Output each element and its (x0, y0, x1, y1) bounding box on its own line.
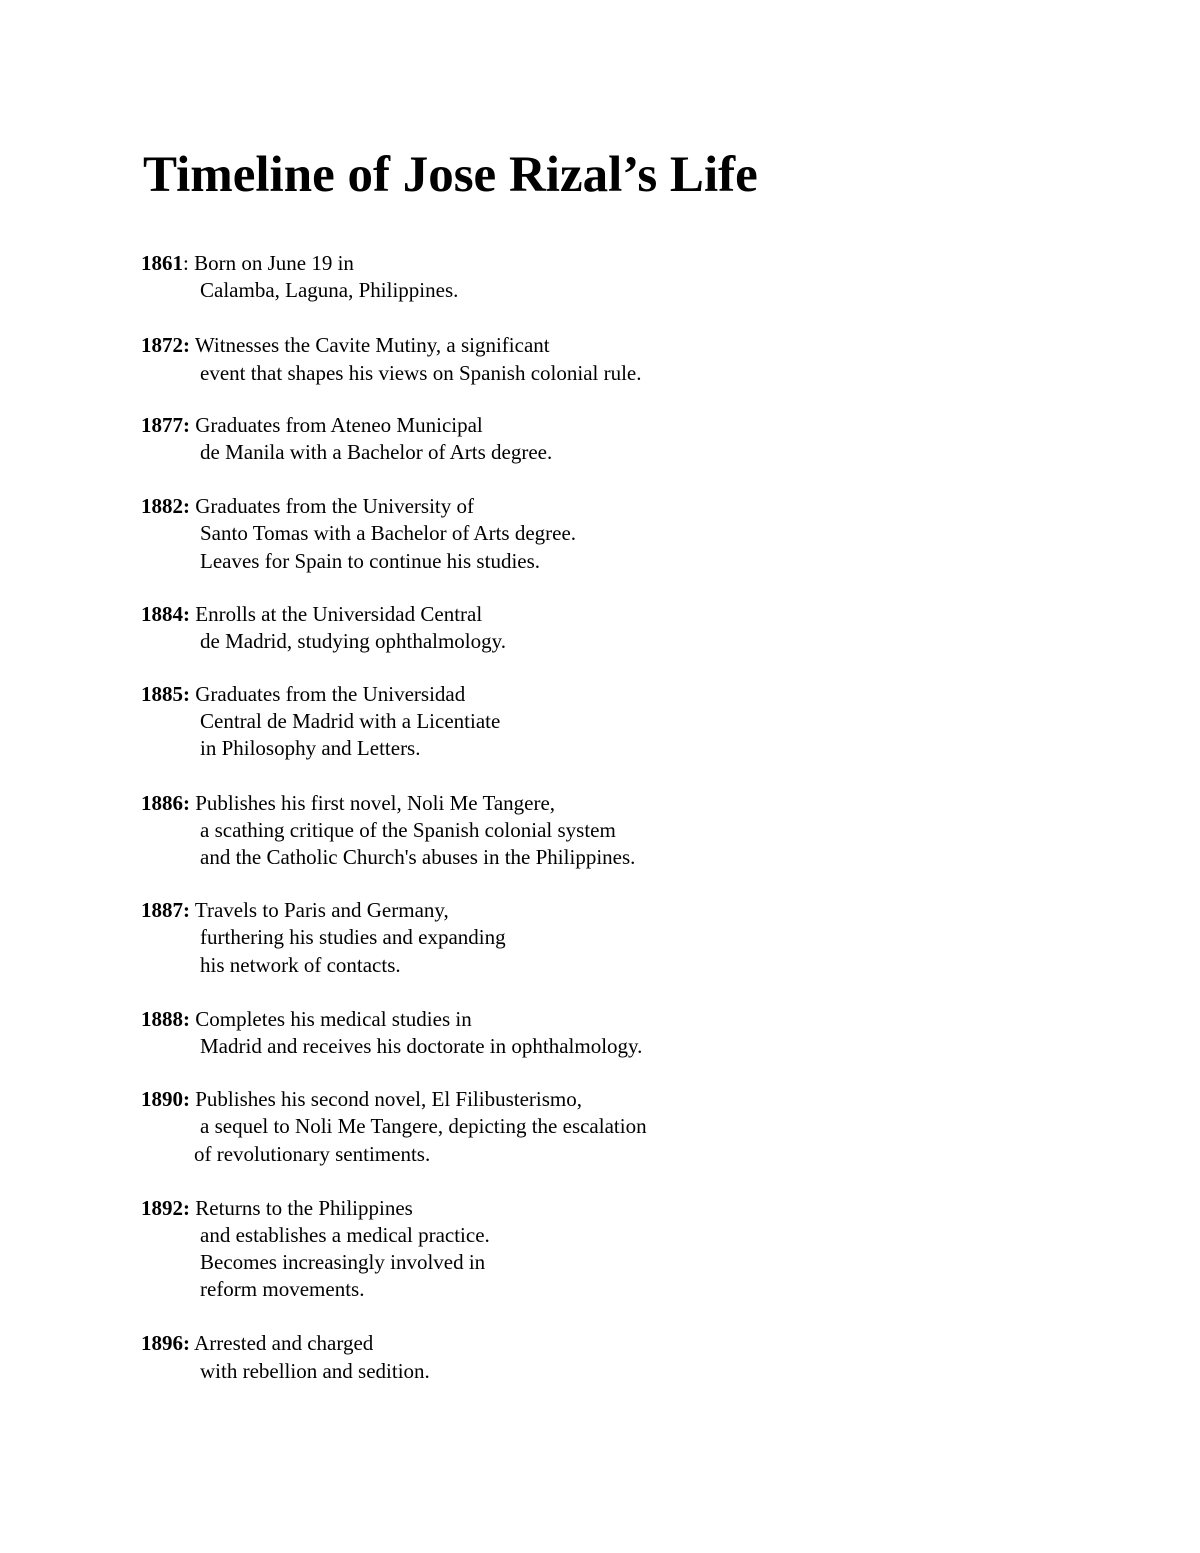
entry-first-line (141, 412, 1041, 439)
entry-text: Madrid and receives his doctorate in ophthalmology. (200, 1033, 643, 1058)
entry-text: a sequel to Noli Me Tangere, depicting the escalation (200, 1114, 647, 1139)
entry-year: 1882: (141, 494, 190, 519)
timeline-entry (141, 1195, 1041, 1304)
entry-text: Enrolls at the Universidad Central (195, 601, 483, 626)
entry-continuation-line (141, 924, 1041, 951)
entry-year: 1877: (141, 412, 190, 437)
timeline-entry (141, 1330, 1041, 1384)
entry-text: Publishes his first novel, Noli Me Tangere, (195, 790, 556, 815)
timeline-entry (141, 1006, 1041, 1060)
timeline-entry (141, 250, 1041, 304)
entry-text: with rebellion and sedition. (200, 1358, 430, 1383)
entry-year: 1887: (141, 898, 190, 923)
entry-continuation-line (141, 735, 1041, 762)
entry-year-separator: : (183, 251, 189, 275)
entry-continuation-line (141, 1033, 1041, 1060)
entry-continuation-line (141, 1113, 1041, 1140)
entry-first-line (141, 332, 1041, 359)
timeline-entry (141, 493, 1041, 575)
entry-year: 1896: (141, 1331, 190, 1356)
entry-text: and establishes a medical practice. (200, 1222, 490, 1247)
entry-continuation-line (141, 628, 1041, 655)
entry-year: 1890: (141, 1087, 190, 1112)
entry-continuation-line (141, 1249, 1041, 1276)
timeline-entry (141, 412, 1041, 466)
timeline-entry (141, 332, 1041, 386)
timeline-entry (141, 601, 1041, 655)
entry-text: Santo Tomas with a Bachelor of Arts degree. (200, 521, 577, 546)
timeline-entry (141, 681, 1041, 763)
entry-continuation-line (141, 439, 1041, 466)
entry-continuation-line (141, 817, 1041, 844)
entry-first-line (141, 1330, 1041, 1357)
entry-first-line (141, 681, 1041, 708)
entry-text: event that shapes his views on Spanish colonial rule. (200, 360, 642, 385)
entry-text: Publishes his second novel, El Filibusterismo, (195, 1087, 582, 1112)
entry-text: Graduates from Ateneo Municipal (195, 412, 483, 437)
entry-year: 1872: (141, 333, 190, 358)
entry-first-line (141, 1006, 1041, 1033)
entry-first-line (141, 1195, 1041, 1222)
entry-text: and the Catholic Church's abuses in the Philippines. (200, 845, 636, 869)
entry-text: Calamba, Laguna, Philippines. (200, 278, 459, 303)
entry-text: Graduates from the Universidad (195, 682, 466, 707)
entry-continuation-line (141, 708, 1041, 735)
entry-text: reform movements. (200, 1277, 365, 1302)
entry-text: de Manila with a Bachelor of Arts degree. (200, 439, 553, 464)
entry-text: in Philosophy and Letters. (200, 736, 421, 761)
entry-text: his network of contacts. (200, 952, 401, 977)
page-title: Timeline of Jose Rizal’s Life (143, 147, 758, 203)
entry-first-line (141, 493, 1041, 520)
entry-text: Travels to Paris and Germany, (194, 898, 449, 923)
entry-text: Central de Madrid with a Licentiate (200, 709, 501, 734)
entry-text: de Madrid, studying ophthalmology. (200, 628, 507, 653)
entry-text: of revolutionary sentiments. (194, 1141, 431, 1166)
entry-text: Completes his medical studies in (195, 1006, 472, 1031)
entry-year: 1884: (141, 601, 190, 626)
entry-continuation-line (141, 520, 1041, 547)
entry-continuation-line (141, 277, 1041, 304)
entry-year: 1885: (141, 682, 190, 707)
entry-continuation-line (141, 1358, 1041, 1385)
entry-continuation-line (141, 1276, 1041, 1303)
entry-text: Leaves for Spain to continue his studies. (200, 548, 541, 573)
entry-year: 1892: (141, 1195, 190, 1220)
entry-text: Becomes increasingly involved in (200, 1250, 486, 1275)
entry-first-line (141, 250, 1041, 277)
entry-text: Returns to the Philippines (195, 1195, 413, 1220)
entry-continuation-line (141, 360, 1041, 387)
timeline-entry (141, 790, 1041, 872)
entry-first-line (141, 601, 1041, 628)
entry-text: a scathing critique of the Spanish colonial system (200, 817, 616, 842)
entry-first-line (141, 790, 1041, 817)
entry-first-line (141, 1086, 1041, 1113)
timeline-list (141, 250, 1041, 1385)
entry-year: 1861 (141, 251, 183, 275)
entry-text: Witnesses the Cavite Mutiny, a significant (194, 333, 550, 358)
timeline-entry (141, 897, 1041, 979)
entry-continuation-line (141, 952, 1041, 979)
entry-text: furthering his studies and expanding (200, 925, 506, 950)
entry-text: Born on June 19 in (194, 251, 354, 275)
entry-text: Arrested and charged (194, 1331, 374, 1356)
timeline-entry (141, 1086, 1041, 1168)
entry-year: 1888: (141, 1006, 190, 1031)
entry-year: 1886: (141, 790, 190, 815)
entry-continuation-line (141, 844, 1041, 871)
entry-continuation-line (141, 1222, 1041, 1249)
entry-first-line (141, 897, 1041, 924)
entry-continuation-line (141, 548, 1041, 575)
entry-continuation-line (141, 1141, 1041, 1168)
entry-text: Graduates from the University of (195, 494, 475, 519)
